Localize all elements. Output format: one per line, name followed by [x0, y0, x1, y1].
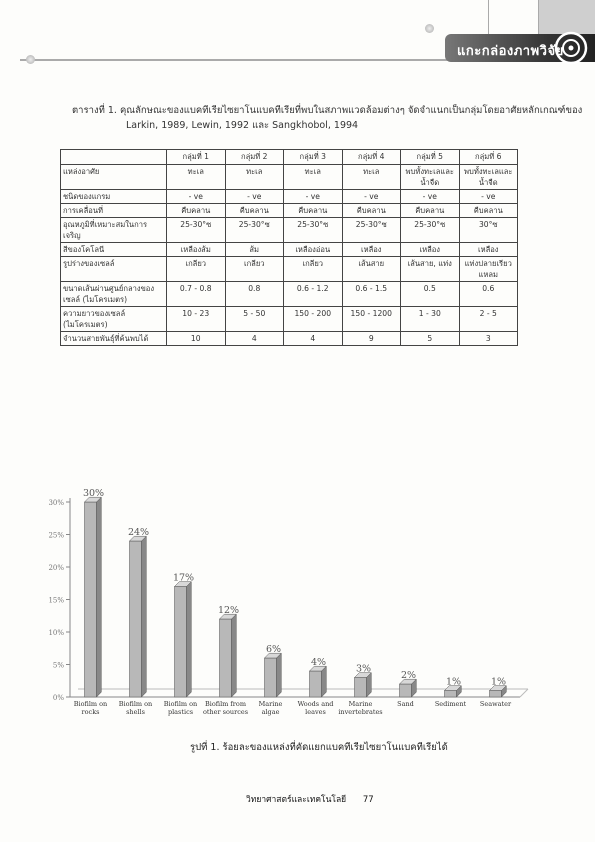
row-label: จำนวนสายพันธุ์ที่ค้นพบได้	[61, 332, 167, 346]
bar	[445, 691, 457, 698]
y-tick-label: 30%	[48, 499, 64, 507]
section-banner	[445, 34, 595, 62]
category-label: Sand	[397, 700, 414, 708]
bar-side	[187, 582, 192, 697]
bar-value-label: 1%	[445, 676, 462, 688]
bar-chart	[0, 480, 595, 725]
bar-side	[232, 614, 237, 697]
table-corner-cell	[61, 150, 167, 165]
group-header-3: กลุ่มที่ 3	[284, 150, 343, 165]
table-cell: เหลือง	[342, 243, 401, 257]
y-tick-label: 25%	[48, 531, 64, 540]
category-label: Marine algae	[258, 700, 283, 716]
table-cell: ทะเล	[342, 165, 401, 190]
bar	[130, 541, 142, 697]
bar	[265, 658, 277, 697]
y-tick-label: 0%	[52, 694, 64, 702]
bar	[175, 587, 187, 698]
y-tick-label: 10%	[48, 629, 64, 637]
table-cell: เกลียว	[225, 257, 284, 282]
table-cell: คืบคลาน	[401, 204, 460, 218]
bar-side	[277, 653, 282, 697]
footer-journal: วิทยาศาสตร์และเทคโนโลยี	[246, 795, 347, 805]
y-tick-label: 15%	[48, 596, 64, 605]
table-cell: 0.6 - 1.5	[342, 282, 401, 307]
bar-value-label: 24%	[127, 527, 150, 538]
y-tick-label: 5%	[52, 661, 64, 670]
table-cell: คืบคลาน	[284, 204, 343, 218]
table-cell: พบทั้งทะเลและน้ำจืด	[401, 165, 460, 190]
section-banner-title: แกะกล่องภาพวิจัย	[457, 44, 564, 59]
table-row	[61, 257, 518, 282]
bar-value-label: 4%	[310, 657, 327, 668]
bar-chart-svg	[0, 480, 595, 725]
bar-value-label: 1%	[490, 676, 507, 688]
row-label: อุณหภูมิที่เหมาะสมในการเจริญ	[61, 218, 167, 243]
group-header-5: กลุ่มที่ 5	[401, 150, 460, 165]
table-cell: 9	[342, 332, 401, 346]
bar-value-label: 12%	[217, 605, 240, 616]
table-cell: เกลียว	[167, 257, 226, 282]
table-cell: 150 - 200	[284, 307, 343, 332]
bar	[490, 691, 502, 698]
table-cell: 4	[225, 332, 284, 346]
table-cell: เส้นสาย	[342, 257, 401, 282]
table-row	[61, 204, 518, 218]
table-cell: 150 - 1200	[342, 307, 401, 332]
table-cell: - ve	[225, 190, 284, 204]
table-cell: 0.6 - 1.2	[284, 282, 343, 307]
table-cell: - ve	[401, 190, 460, 204]
table-cell: 25-30°ซ	[401, 218, 460, 243]
table-cell: 5 - 50	[225, 307, 284, 332]
row-label: ชนิดของแกรม	[61, 190, 167, 204]
table-cell: 10	[167, 332, 226, 346]
table-cell: คืบคลาน	[167, 204, 226, 218]
table-cell: - ve	[284, 190, 343, 204]
row-label: สีของโคโลนี	[61, 243, 167, 257]
table-cell: ทะเล	[225, 165, 284, 190]
table-cell: ส้ม	[225, 243, 284, 257]
row-label: การเคลื่อนที่	[61, 204, 167, 218]
bar-side	[142, 536, 147, 697]
table-caption-line2: Larkin, 1989, Lewin, 1992 และ Sangkhobol, 1994	[126, 120, 359, 131]
table-row	[61, 282, 518, 307]
category-label: Woods and leaves	[297, 700, 334, 716]
table-cell: 25-30°ซ	[284, 218, 343, 243]
traits-table	[60, 149, 518, 346]
row-label: ความยาวของเซลล์ (ไมโครเมตร)	[61, 307, 167, 332]
table-cell: คืบคลาน	[225, 204, 284, 218]
table-row	[61, 332, 518, 346]
table-cell: เหลืองอ่อน	[284, 243, 343, 257]
table-cell: 5	[401, 332, 460, 346]
group-header-6: กลุ่มที่ 6	[459, 150, 518, 165]
table-row	[61, 165, 518, 190]
category-label: Marine invertebrates	[338, 700, 383, 716]
group-header-4: กลุ่มที่ 4	[342, 150, 401, 165]
table-cell: ทะเล	[284, 165, 343, 190]
table-cell: - ve	[342, 190, 401, 204]
bar	[310, 671, 322, 697]
table-cell: ทะเล	[167, 165, 226, 190]
table-cell: - ve	[459, 190, 518, 204]
category-label: Biofilm on rocks	[73, 700, 108, 716]
table-cell: 25-30°ซ	[167, 218, 226, 243]
floor-side-edge	[520, 689, 528, 697]
page-number: 77	[362, 795, 374, 805]
bar-side	[322, 666, 327, 697]
table-cell: เกลียว	[284, 257, 343, 282]
category-label: Sediment	[434, 700, 467, 708]
table-row	[61, 243, 518, 257]
table-cell: 0.6	[459, 282, 518, 307]
bar-side	[97, 497, 102, 697]
target-circle-icon	[549, 28, 593, 68]
table-cell: 1 - 30	[401, 307, 460, 332]
page-footer	[246, 792, 374, 806]
table-header-row	[61, 150, 518, 165]
bar	[400, 684, 412, 697]
row-label: แหล่งอาศัย	[61, 165, 167, 190]
bar-value-label: 17%	[172, 572, 195, 584]
table-cell: 0.8	[225, 282, 284, 307]
table-cell: คืบคลาน	[459, 204, 518, 218]
table-cell: - ve	[167, 190, 226, 204]
table-cell: 3	[459, 332, 518, 346]
y-tick-label: 20%	[48, 564, 64, 572]
table-cell: พบทั้งทะเลและน้ำจืด	[459, 165, 518, 190]
table-cell: 4	[284, 332, 343, 346]
table-cell: 25-30°ซ	[342, 218, 401, 243]
table-caption	[72, 103, 582, 133]
figure-caption: รูปที่ 1. ร้อยละของแหล่งที่คัดแยกแบคทีเรียไซยาโนแบคทีเรียได้	[190, 742, 448, 753]
table-row	[61, 307, 518, 332]
bar	[85, 502, 97, 697]
table-cell: 2 - 5	[459, 307, 518, 332]
bar-value-label: 3%	[355, 663, 372, 675]
bar-value-label: 6%	[265, 644, 282, 655]
bar-value-label: 2%	[400, 670, 417, 681]
header-dot-left	[26, 55, 35, 64]
table-cell: เส้นสาย, แท่ง	[401, 257, 460, 282]
table-cell: 10 - 23	[167, 307, 226, 332]
table-cell: แท่งปลายเรียวแหลม	[459, 257, 518, 282]
header-rule	[20, 59, 450, 61]
group-header-2: กลุ่มที่ 2	[225, 150, 284, 165]
category-label: Biofilm on plastics	[163, 700, 198, 716]
table-caption-line1: ตารางที่ 1. คุณลักษณะของแบคทีเรียไซยาโนแบคทีเรียที่พบในสภาพแวดล้อมต่างๆ จัดจำแนกเป็นกลุ่มโดยอาศัยหลักเกณฑ์ของ	[72, 105, 583, 116]
category-label: Biofilm from other sources	[202, 700, 249, 716]
bar-value-label: 30%	[82, 488, 105, 499]
row-label: ขนาดเส้นผ่านศูนย์กลางของเซลล์ (ไมโครเมตร)	[61, 282, 167, 307]
table-cell: 25-30°ซ	[225, 218, 284, 243]
bar	[355, 678, 367, 698]
table-cell: 30°ซ	[459, 218, 518, 243]
table-cell: คืบคลาน	[342, 204, 401, 218]
category-label: Biofilm on shells	[118, 700, 153, 716]
table-cell: 0.7 - 0.8	[167, 282, 226, 307]
group-header-1: กลุ่มที่ 1	[167, 150, 226, 165]
header-dot-right	[425, 24, 434, 33]
row-label: รูปร่างของเซลล์	[61, 257, 167, 282]
table-cell: เหลือง	[401, 243, 460, 257]
table-cell: 0.5	[401, 282, 460, 307]
table-cell: เหลือง	[459, 243, 518, 257]
bar	[220, 619, 232, 697]
table-row	[61, 218, 518, 243]
table-row	[61, 190, 518, 204]
category-label: Seawater	[479, 700, 512, 708]
table-cell: เหลืองส้ม	[167, 243, 226, 257]
